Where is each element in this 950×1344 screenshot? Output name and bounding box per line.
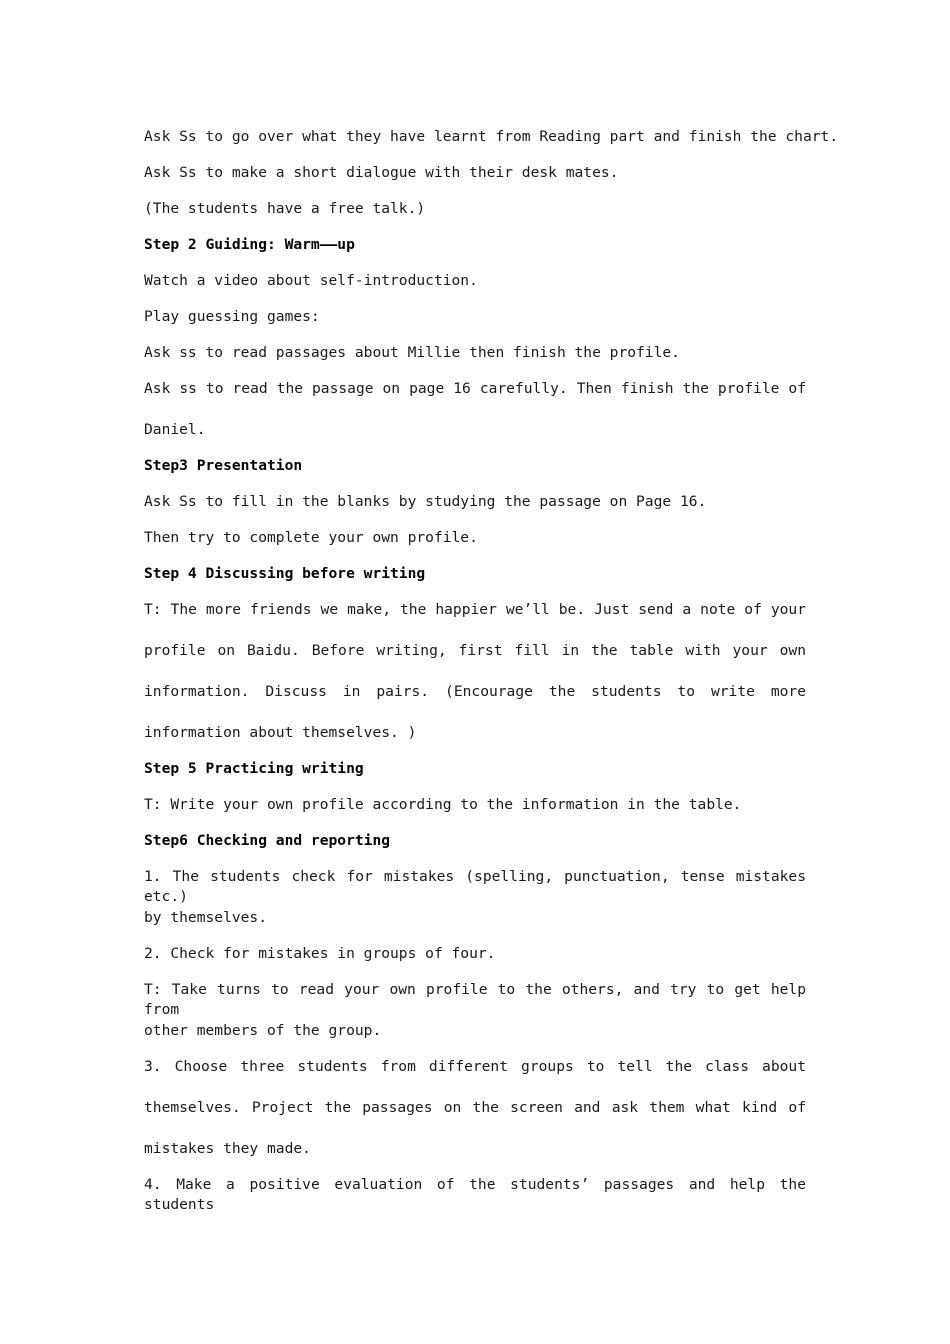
- paragraph-line: other members of the group.: [144, 1022, 382, 1039]
- paragraph-line: 4. Make a positive evaluation of the students’ passages and help the students: [144, 1176, 806, 1213]
- paragraph-line: 2. Check for mistakes in groups of four.: [144, 945, 496, 962]
- paragraph-line: 1. The students check for mistakes (spelling, punctuation, tense mistakes etc.): [144, 868, 806, 905]
- paragraph-line: 3. Choose three students from different groups to tell the class about: [144, 1058, 806, 1075]
- paragraph-line: T: Write your own profile according to the information in the table.: [144, 796, 742, 813]
- paragraph-line: Ask Ss to fill in the blanks by studying the passage on Page 16.: [144, 493, 707, 510]
- section-heading: Step 4 Discussing before writing: [144, 565, 426, 582]
- paragraph-line: themselves. Project the passages on the screen and ask them what kind of: [144, 1099, 806, 1116]
- paragraph-line: Ask Ss to make a short dialogue with their desk mates.: [144, 164, 619, 181]
- paragraph-line: Ask ss to read passages about Millie then finish the profile.: [144, 344, 680, 361]
- section-heading: Step 5 Practicing writing: [144, 760, 364, 777]
- paragraph-line: Then try to complete your own profile.: [144, 529, 478, 546]
- paragraph-line: Daniel.: [144, 421, 206, 438]
- paragraph-line: Play guessing games:: [144, 308, 320, 325]
- paragraph-line: mistakes they made.: [144, 1140, 311, 1157]
- paragraph-line: information about themselves. ): [144, 724, 417, 741]
- paragraph-line: Ask ss to read the passage on page 16 carefully. Then finish the profile of: [144, 380, 806, 397]
- section-heading: Step 2 Guiding: Warm——up: [144, 236, 355, 253]
- paragraph-line: by themselves.: [144, 909, 268, 926]
- paragraph-line: profile on Baidu. Before writing, first fill in the table with your own: [144, 642, 806, 659]
- paragraph-line: T: Take turns to read your own profile to the others, and try to get help from: [144, 981, 806, 1018]
- paragraph-line: information. Discuss in pairs. (Encourage the students to write more: [144, 683, 806, 700]
- paragraph-line: Watch a video about self-introduction.: [144, 272, 478, 289]
- section-heading: Step6 Checking and reporting: [144, 832, 391, 849]
- paragraph-line: (The students have a free talk.): [144, 200, 426, 217]
- section-heading: Step3 Presentation: [144, 457, 303, 474]
- paragraph-line: T: The more friends we make, the happier we’ll be. Just send a note of your: [144, 601, 806, 618]
- paragraph-line: Ask Ss to go over what they have learnt from Reading part and finish the chart.: [144, 128, 839, 145]
